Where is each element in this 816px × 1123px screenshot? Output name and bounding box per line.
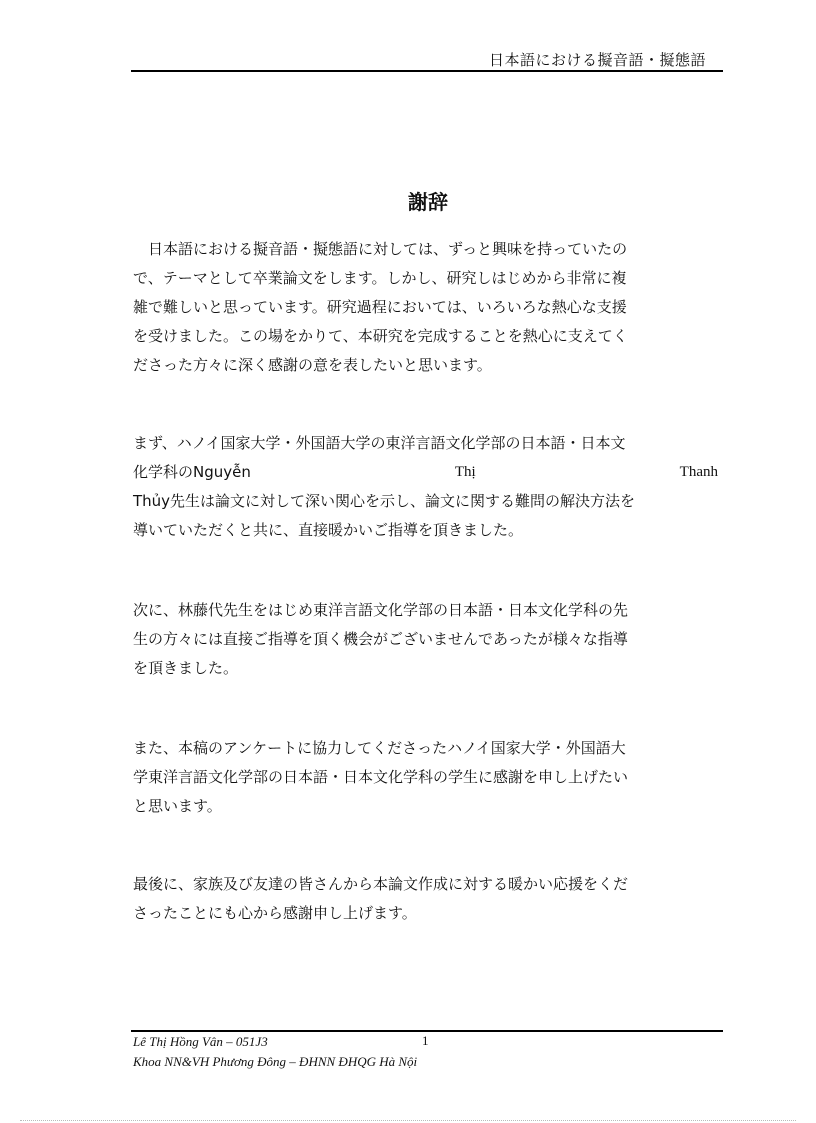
text-line: まず、ハノイ国家大学・外国語大学の東洋言語文化学部の日本語・日本文 <box>133 434 626 452</box>
text-line: 最後に、家族及び友達の皆さんから本論文作成に対する暖かい応援をくだ <box>133 875 629 893</box>
text-line: 導いていただくと共に、直接暖かいご指導を頂きました。 <box>133 521 524 539</box>
text-segment: Thanh <box>679 464 718 480</box>
text-line: 生の方々には直接ご指導を頂く機会がございませんであったが様々な指導 <box>133 630 628 648</box>
paragraph-family <box>133 870 718 928</box>
page-number: 1 <box>422 1033 429 1048</box>
footer-rule <box>131 1030 723 1032</box>
paragraph-students <box>133 734 718 821</box>
running-header: 日本語における擬音語・擬態語 <box>488 51 706 69</box>
text-line: また、本稿のアンケートに協力してくださったハノイ国家大学・外国語大 <box>133 739 626 757</box>
text-line: ださった方々に深く感謝の意を表したいと思います。 <box>133 356 492 374</box>
paragraph-faculty <box>133 596 718 683</box>
text-line: 日本語における擬音語・擬態語に対しては、ずっと興味を持っていたの <box>133 240 628 258</box>
text-line: で、テーマとして卒業論文をします。しかし、研究しはじめから非常に複 <box>133 269 627 287</box>
text-segment: Thị <box>454 464 476 480</box>
text-line: 学東洋言語文化学部の日本語・日本文化学科の学生に感謝を申し上げたい <box>133 768 629 786</box>
footer-author: Lê Thị Hồng Vân – 051J3 <box>133 1034 268 1049</box>
text-line: と思います。 <box>133 797 222 815</box>
footer-institution: Khoa NN&VH Phương Đông – ĐHNN ĐHQG Hà Nội <box>133 1054 418 1069</box>
header-rule <box>131 70 723 72</box>
text-line-justified <box>133 458 718 487</box>
text-line: 雑で難しいと思っています。研究過程においては、いろいろな熱心な支援 <box>133 298 627 316</box>
text-line: を頂きました。 <box>133 659 239 677</box>
page-title: 謝辞 <box>408 190 448 214</box>
paragraph-intro <box>133 235 718 380</box>
text-line: を受けました。この場をかりて、本研究を完成することを熱心に支えてく <box>133 327 628 345</box>
page-edge-divider <box>20 1120 796 1121</box>
text-segment: 化学科のNguyễn <box>133 463 251 481</box>
text-line: さったことにも心から感謝申し上げます。 <box>133 904 417 922</box>
text-line: Thủy先生は論文に対して深い関心を示し、論文に関する難問の解決方法を <box>133 492 636 510</box>
paragraph-advisor <box>133 429 718 545</box>
text-line: 次に、林藤代先生をはじめ東洋言語文化学部の日本語・日本文化学科の先 <box>133 601 629 619</box>
